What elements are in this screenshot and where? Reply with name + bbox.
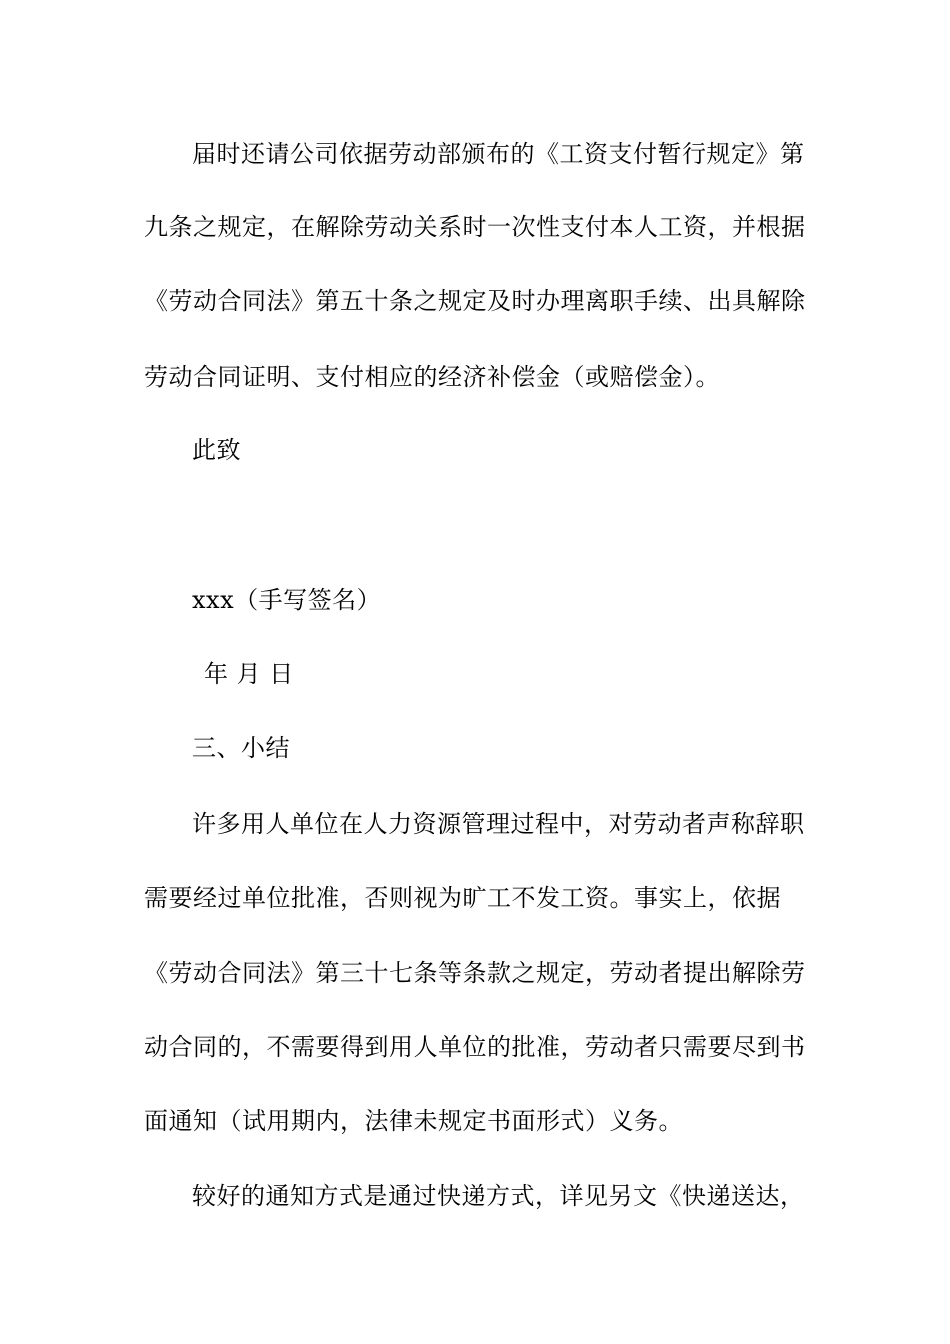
summary-line-3: 《劳动合同法》第三十七条等条款之规定，劳动者提出解除劳 bbox=[144, 959, 806, 987]
salutation: 此致 bbox=[192, 436, 241, 464]
paragraph-line-2: 九条之规定，在解除劳动关系时一次性支付本人工资，并根据 bbox=[144, 213, 806, 241]
signature-line: xxx（手写签名） bbox=[192, 586, 382, 614]
paragraph-line-4: 劳动合同证明、支付相应的经济补偿金（或赔偿金）。 bbox=[144, 363, 720, 391]
summary-line-1: 许多用人单位在人力资源管理过程中，对劳动者声称辞职 bbox=[192, 810, 805, 838]
summary-line-5: 面通知（试用期内，法律未规定书面形式）义务。 bbox=[144, 1107, 683, 1135]
notice-method-line: 较好的通知方式是通过快递方式，详见另文《快递送达， bbox=[192, 1182, 805, 1210]
paragraph-line-1: 届时还请公司依据劳动部颁布的《工资支付暂行规定》第 bbox=[192, 140, 805, 168]
summary-line-2: 需要经过单位批准，否则视为旷工不发工资。事实上，依据 bbox=[144, 884, 781, 912]
section-heading: 三、小结 bbox=[192, 734, 290, 762]
date-line: 年 月 日 bbox=[204, 660, 294, 688]
summary-line-4: 动合同的，不需要得到用人单位的批准，劳动者只需要尽到书 bbox=[144, 1033, 806, 1061]
paragraph-line-3: 《劳动合同法》第五十条之规定及时办理离职手续、出具解除 bbox=[144, 287, 806, 315]
